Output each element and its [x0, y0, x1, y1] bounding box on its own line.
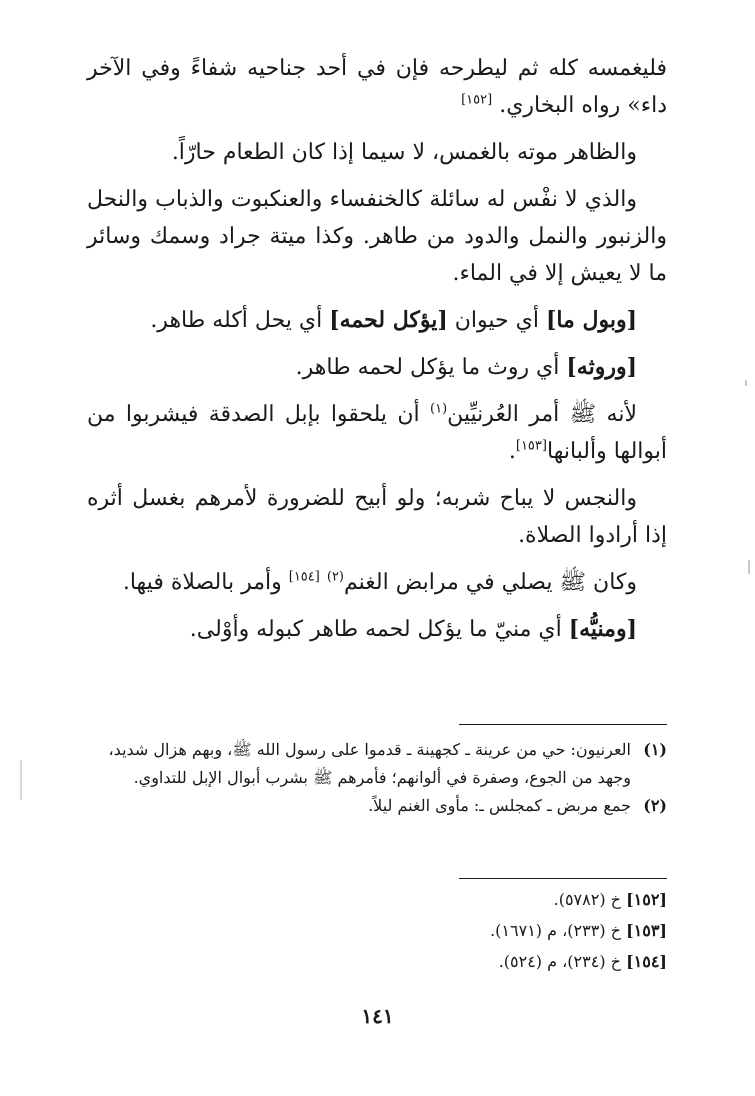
reference-152-number: [١٥٢] — [626, 890, 667, 909]
references-divider — [459, 878, 667, 879]
paragraph-9-tail: أي منيّ ما يؤكل لحمه طاهر كبوله وأوْلى. — [189, 617, 569, 642]
reference-153-text: خ (٢٣٣)، م (١٦٧١). — [490, 921, 627, 940]
paragraph-2: والظاهر موته بالغمس، لا سيما إذا كان الطعام حارّاً. — [171, 140, 637, 165]
footnote-2 — [87, 792, 667, 820]
paragraph-6-c: . — [508, 439, 516, 464]
footnote-1 — [87, 736, 667, 792]
reference-mark-154: [١٥٤] — [288, 569, 320, 585]
paragraph-1-text: فليغمسه كله ثم ليطرحه فإن في أحد جناحيه شفاءً وفي الآخر داء» رواه البخاري. — [87, 56, 667, 118]
footnote-divider — [459, 724, 667, 725]
paragraph-9 — [87, 611, 667, 648]
reference-154-text: خ (٢٣٤)، م (٥٢٤). — [498, 952, 627, 971]
bold-term-dung: [وروثه] — [566, 354, 637, 380]
reference-mark-152: [١٥٢] — [461, 92, 493, 108]
reference-152-text: خ (٥٧٨٢). — [553, 890, 627, 909]
paragraph-6-b: أن يلحقوا بإبل الصدقة فيشربوا من أبوالها وألبانها — [87, 402, 667, 464]
footnote-2-text: جمع مربض ـ كمجلس ـ: مأوى الغنم ليلاً. — [368, 796, 631, 815]
footnotes — [87, 736, 667, 820]
bold-term-semen: [ومنيُّه] — [568, 616, 637, 642]
reference-mark-153: [١٥٣] — [515, 438, 547, 454]
paragraph-5-tail: أي روث ما يؤكل لحمه طاهر. — [295, 355, 567, 380]
bold-term-urine: [وبول ما] — [545, 307, 637, 333]
paragraph-4 — [87, 302, 667, 339]
paragraph-8-b: وأمر بالصلاة فيها. — [122, 570, 289, 595]
footnote-mark-2: (٢) — [326, 569, 344, 585]
hadith-references — [87, 884, 667, 977]
scan-speck — [20, 760, 22, 800]
paragraph-4-tail: أي يحل أكله طاهر. — [150, 308, 330, 333]
paragraph-8-a: وكان ﷺ يصلي في مرابض الغنم — [344, 570, 637, 595]
reference-153 — [87, 915, 667, 946]
reference-152 — [87, 884, 667, 915]
paragraph-1 — [87, 50, 667, 124]
main-text — [87, 50, 667, 658]
paragraph-3: والذي لا نفْس له سائلة كالخنفساء والعنكبوت والذباب والنحل والزنبور والنمل والدود من طاهر. وكذا ميتة جراد وسمك وسائر ما لا يعيش إلا في الماء. — [87, 187, 667, 286]
bold-term-edible: [يؤكل لحمه] — [329, 307, 448, 333]
footnote-1-text: العرنيون: حي من عرينة ـ كجهينة ـ قدموا على رسول الله ﷺ، وبهم هزال شديد، وجهد من الجوع، وصفرة في ألوانهم؛ فأمرهم ﷺ بشرب أبوال الإبل للتداوي. — [108, 740, 631, 787]
reference-154 — [87, 946, 667, 977]
footnote-1-number: (١) — [643, 740, 667, 759]
reference-154-number: [١٥٤] — [626, 952, 667, 971]
paragraph-7: والنجس لا يباح شربه؛ ولو أبيح للضرورة لأمرهم بغسل أثره إذا أرادوا الصلاة. — [87, 486, 667, 548]
footnote-2-number: (٢) — [643, 796, 667, 815]
paragraph-6 — [87, 396, 667, 470]
paragraph-6-a: لأنه ﷺ أمر العُرنيِّين — [447, 402, 637, 427]
reference-153-number: [١٥٣] — [626, 921, 667, 940]
paragraph-8 — [87, 564, 667, 601]
footnote-mark-1: (١) — [430, 401, 448, 417]
paragraph-4-mid: أي حيوان — [447, 308, 546, 333]
page-number: ١٤١ — [361, 1004, 394, 1028]
scan-speck — [745, 380, 747, 386]
paragraph-5 — [87, 349, 667, 386]
scan-speck — [748, 560, 750, 574]
